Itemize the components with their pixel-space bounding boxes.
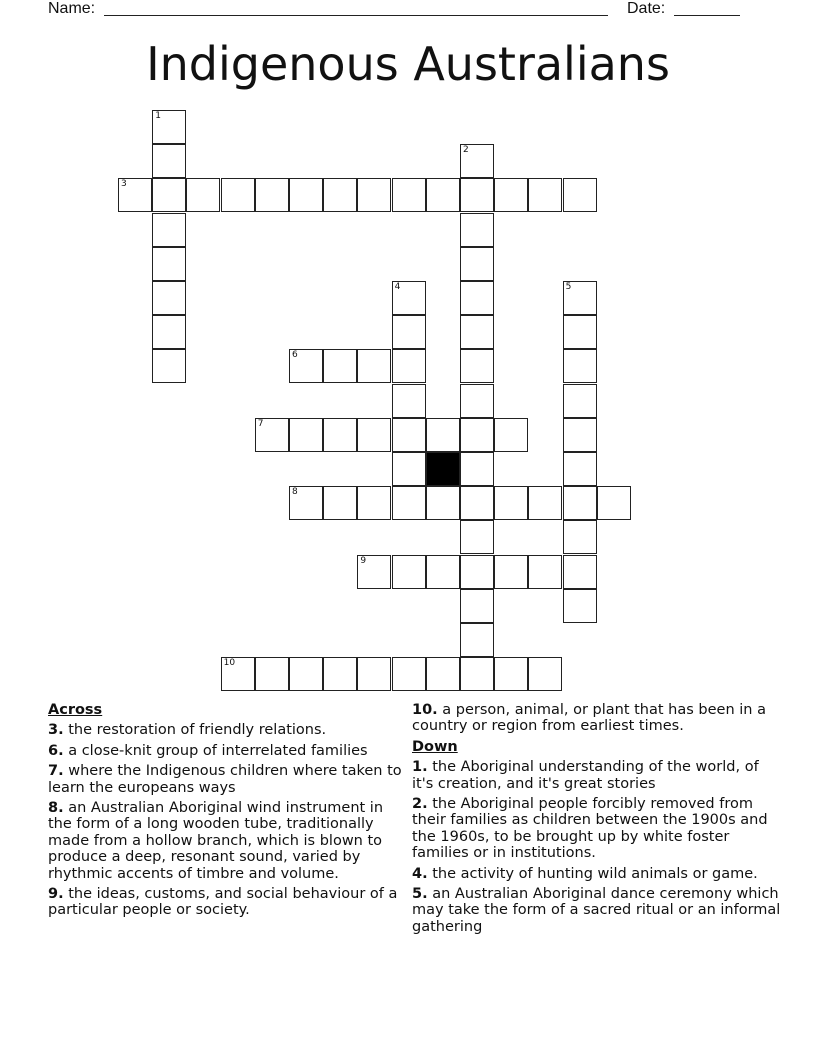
clue-down-1 [412, 759, 784, 792]
grid-cell[interactable] [528, 657, 562, 691]
date-line[interactable] [674, 15, 740, 16]
grid-cell[interactable] [289, 657, 323, 691]
grid-cell[interactable] [392, 555, 426, 589]
grid-cell[interactable] [597, 486, 631, 520]
grid-cell[interactable] [152, 144, 186, 178]
grid-cell[interactable] [563, 555, 597, 589]
grid-cell[interactable] [528, 486, 562, 520]
grid-cell[interactable] [152, 247, 186, 281]
clue-number: 7. [48, 763, 64, 780]
clues-left-column [48, 702, 408, 923]
grid-cell[interactable] [528, 178, 562, 212]
grid-cell[interactable] [392, 349, 426, 383]
grid-cell[interactable] [460, 589, 494, 623]
clue-number: 6. [48, 742, 64, 759]
clue-number-label: 7 [257, 418, 264, 429]
clue-number: 1. [412, 759, 428, 776]
across-heading: Across [48, 702, 103, 718]
grid-cell[interactable] [255, 418, 289, 452]
grid-cell[interactable] [563, 589, 597, 623]
grid-cell[interactable] [118, 178, 152, 212]
clue-number-label: 8 [292, 487, 298, 498]
grid-cell[interactable] [460, 452, 494, 486]
clue-across-8 [48, 800, 408, 882]
clue-number-label: 1 [155, 111, 161, 121]
clue-number-label: 2 [463, 145, 469, 156]
grid-cell[interactable] [255, 657, 289, 691]
grid-cell[interactable] [494, 657, 528, 691]
grid-cell[interactable] [426, 178, 460, 212]
grid-cell[interactable] [460, 418, 494, 452]
grid-cell[interactable] [289, 349, 323, 383]
grid-cell[interactable] [152, 349, 186, 383]
grid-cell[interactable] [357, 555, 391, 589]
clue-across-7 [48, 763, 408, 796]
grid-cell[interactable] [563, 315, 597, 349]
grid-cell[interactable] [392, 281, 426, 315]
grid-cell[interactable] [357, 178, 391, 212]
clue-text: the restoration of friendly relations. [68, 722, 327, 739]
grid-cell[interactable] [152, 178, 186, 212]
clue-text: the Aboriginal understanding of the world, of it's creation, and it's great stories [412, 759, 759, 792]
grid-cell[interactable] [426, 418, 460, 452]
grid-cell[interactable] [357, 418, 391, 452]
grid-cell[interactable] [426, 657, 460, 691]
grid-cell[interactable] [563, 349, 597, 383]
grid-cell[interactable] [357, 657, 391, 691]
grid-cell[interactable] [221, 178, 255, 212]
grid-cell[interactable] [460, 384, 494, 418]
clue-text: an Australian Aboriginal wind instrument in the form of a long wooden tube, traditionally made from a hollow branch, which is blown to produce a deep, resonant sound, varied by rhythmic accents of timbre and volume. [48, 800, 384, 882]
grid-cell[interactable] [494, 486, 528, 520]
grid-cell[interactable] [460, 555, 494, 589]
clue-down-2 [412, 796, 784, 862]
grid-cell[interactable] [563, 418, 597, 452]
grid-cell[interactable] [392, 315, 426, 349]
grid-cell[interactable] [426, 555, 460, 589]
grid-cell[interactable] [563, 486, 597, 520]
grid-cell[interactable] [528, 555, 562, 589]
clue-down-5 [412, 886, 784, 935]
grid-cell[interactable] [460, 520, 494, 554]
clue-number-label: 6 [292, 350, 298, 361]
clues-right-column [412, 702, 784, 939]
grid-cell[interactable] [392, 452, 426, 486]
grid-cell[interactable] [426, 486, 460, 520]
grid-cell[interactable] [221, 657, 255, 691]
down-heading: Down [412, 738, 458, 755]
name-line[interactable] [104, 15, 608, 16]
clue-across-9 [48, 886, 408, 919]
grid-cell[interactable] [323, 486, 357, 520]
clue-number-label: 9 [360, 555, 367, 566]
date-label: Date: [627, 0, 666, 17]
clue-number: 8. [48, 800, 64, 817]
clue-number: 9. [48, 886, 64, 903]
grid-cell[interactable] [392, 384, 426, 418]
grid-cell[interactable] [323, 418, 357, 452]
clue-text: a close-knit group of interrelated families [68, 742, 368, 759]
grid-cell[interactable] [152, 281, 186, 315]
grid-cell[interactable] [460, 144, 494, 178]
grid-cell[interactable] [289, 418, 323, 452]
grid-cell[interactable] [392, 486, 426, 520]
clue-text: an Australian Aboriginal dance ceremony which may take the form of a sacred ritual or an informal gathering [412, 886, 781, 935]
grid-cell[interactable] [323, 349, 357, 383]
clue-number-label: 3 [121, 179, 127, 190]
grid-cell[interactable] [460, 213, 494, 247]
grid-cell[interactable] [357, 349, 391, 383]
name-label: Name: [48, 0, 96, 17]
grid-cell[interactable] [357, 486, 391, 520]
grid-cell[interactable] [289, 486, 323, 520]
clue-text: the ideas, customs, and social behaviour of a particular people or society. [48, 886, 398, 919]
clue-text: the Aboriginal people forcibly removed from their families as children between the 1900s and the 1960s, to be brought up by white foster families or in institutions. [412, 796, 768, 862]
clue-number-label: 4 [394, 282, 401, 292]
grid-cell[interactable] [460, 178, 494, 212]
clue-across-3 [48, 722, 408, 738]
clue-number-label: 10 [223, 658, 236, 669]
grid-cell[interactable] [323, 178, 357, 212]
grid-cell[interactable] [460, 349, 494, 383]
grid-cell[interactable] [392, 657, 426, 691]
grid-cell[interactable] [186, 178, 220, 212]
grid-cell[interactable] [460, 657, 494, 691]
page-title: Indigenous Australians [146, 37, 670, 91]
blocked-cell [426, 452, 460, 486]
grid-cell[interactable] [152, 110, 186, 144]
grid-cell[interactable] [563, 452, 597, 486]
grid-cell[interactable] [494, 555, 528, 589]
grid-cell[interactable] [392, 418, 426, 452]
clue-text: the activity of hunting wild animals or game. [432, 865, 758, 882]
grid-cell[interactable] [563, 281, 597, 315]
clue-number: 5. [412, 886, 428, 903]
grid-cell[interactable] [460, 315, 494, 349]
clue-number: 3. [48, 722, 64, 739]
clue-across-6 [48, 743, 408, 759]
grid-cell[interactable] [392, 178, 426, 212]
grid-cell[interactable] [323, 657, 357, 691]
grid-cell[interactable] [460, 623, 494, 657]
clue-text: a person, animal, or plant that has been in a country or region from earliest times. [412, 702, 766, 735]
grid-cell[interactable] [563, 384, 597, 418]
grid-cell[interactable] [563, 178, 597, 212]
grid-cell[interactable] [152, 213, 186, 247]
clue-number: 2. [412, 796, 428, 813]
grid-cell[interactable] [255, 178, 289, 212]
clue-number: 10. [412, 702, 438, 718]
clue-down-4 [412, 866, 784, 882]
grid-cell[interactable] [563, 520, 597, 554]
grid-cell[interactable] [460, 281, 494, 315]
grid-cell[interactable] [152, 315, 186, 349]
grid-cell[interactable] [289, 178, 323, 212]
grid-cell[interactable] [494, 178, 528, 212]
clue-number-label: 5 [565, 282, 572, 292]
grid-cell[interactable] [460, 486, 494, 520]
clue-across-10 [412, 702, 784, 735]
grid-cell[interactable] [460, 247, 494, 281]
clue-number: 4. [412, 865, 428, 882]
clue-text: where the Indigenous children where taken to learn the europeans ways [48, 763, 402, 796]
grid-cell[interactable] [494, 418, 528, 452]
